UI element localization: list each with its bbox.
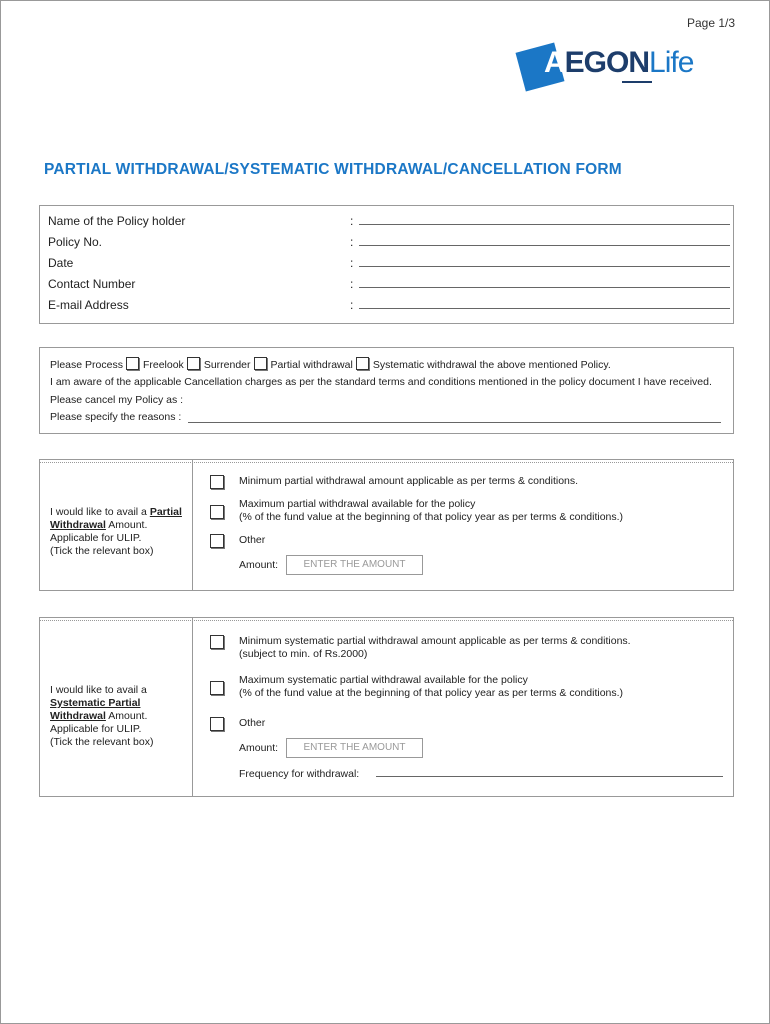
left-suffix: Amount. <box>105 519 148 531</box>
systematic-withdrawal-label: Systematic withdrawal <box>372 359 477 371</box>
min-partial-label: Minimum partial withdrawal amount applicable as per terms & conditions. <box>239 475 579 487</box>
freelook-label: Freelook <box>142 359 184 371</box>
field-policy-holder-name <box>48 210 733 231</box>
process-prefix: Please Process <box>50 359 123 371</box>
process-suffix: the above mentioned Policy. <box>479 359 611 371</box>
systematic-partial-link: Systematic Partial <box>50 697 141 709</box>
logo-underline <box>622 81 652 83</box>
freelook-checkbox[interactable] <box>126 357 139 370</box>
process-section <box>39 347 734 434</box>
max-systematic-line1: Maximum systematic partial withdrawal available for the policy <box>239 674 528 686</box>
policy-no-input[interactable] <box>359 245 730 246</box>
surrender-checkbox[interactable] <box>187 357 200 370</box>
form-title: PARTIAL WITHDRAWAL/SYSTEMATIC WITHDRAWAL/CANCELLATION FORM <box>44 161 622 178</box>
logo-egon: EGON <box>564 46 650 79</box>
frequency-label: Frequency for withdrawal: <box>239 768 360 780</box>
field-colon: : <box>350 214 354 228</box>
field-label: Contact Number <box>48 277 136 291</box>
ulip-note: Applicable for ULIP. <box>50 532 142 544</box>
dotted-divider <box>40 462 733 463</box>
field-policy-no <box>48 231 733 252</box>
max-systematic-label <box>239 674 623 700</box>
dotted-divider <box>40 620 733 621</box>
field-label: Policy No. <box>48 235 103 249</box>
systematic-withdrawal-section <box>39 617 734 797</box>
date-input[interactable] <box>359 266 730 267</box>
field-colon: : <box>350 298 354 312</box>
partial-amount-input[interactable]: ENTER THE AMOUNT <box>286 555 423 575</box>
cancel-text: Please cancel my Policy as : <box>50 394 184 406</box>
min-systematic-checkbox[interactable] <box>210 635 224 649</box>
max-partial-label <box>239 498 623 524</box>
other-partial-checkbox[interactable] <box>210 534 224 548</box>
logo-letter-a: A <box>544 46 565 79</box>
max-partial-line2: (% of the fund value at the beginning of that policy year as per terms & conditions.) <box>239 511 624 523</box>
surrender-label: Surrender <box>203 359 251 371</box>
partial-withdrawal-section <box>39 459 734 591</box>
amount-label: Amount: <box>239 559 279 571</box>
left-prefix: I would like to avail a <box>50 506 150 518</box>
field-contact-number <box>48 273 733 294</box>
other-systematic-label: Other <box>239 717 266 729</box>
field-colon: : <box>350 256 354 270</box>
min-systematic-label <box>239 635 631 661</box>
min-systematic-line1: Minimum systematic partial withdrawal amount applicable as per terms & conditions. <box>239 635 631 647</box>
field-label: Name of the Policy holder <box>48 214 186 228</box>
tick-note: (Tick the relevant box) <box>50 545 154 557</box>
amount-label: Amount: <box>239 742 279 754</box>
tick-note: (Tick the relevant box) <box>50 736 154 748</box>
process-options-row <box>50 357 611 371</box>
other-systematic-checkbox[interactable] <box>210 717 224 731</box>
partial-withdrawal-checkbox[interactable] <box>254 357 267 370</box>
field-colon: : <box>350 235 354 249</box>
systematic-amount-input[interactable]: ENTER THE AMOUNT <box>286 738 423 758</box>
reasons-label: Please specify the reasons : <box>50 411 182 423</box>
aegon-life-logo <box>516 41 736 101</box>
field-label: E-mail Address <box>48 298 129 312</box>
contact-number-input[interactable] <box>359 287 730 288</box>
logo-text <box>544 46 693 80</box>
left-suffix: Amount. <box>105 710 148 722</box>
field-label: Date <box>48 256 74 270</box>
systematic-withdrawal-description <box>50 684 190 749</box>
field-colon: : <box>350 277 354 291</box>
min-systematic-line2: (subject to min. of Rs.2000) <box>239 648 368 660</box>
field-email <box>48 294 733 315</box>
policy-details-section <box>39 205 734 324</box>
partial-link: Partial <box>149 506 182 518</box>
other-partial-label: Other <box>239 534 266 546</box>
reasons-input[interactable] <box>188 422 721 423</box>
min-partial-checkbox[interactable] <box>210 475 224 489</box>
frequency-input[interactable] <box>376 776 723 777</box>
aware-text: I am aware of the applicable Cancellation charges as per the standard terms and conditions mentioned in the policy document I have received. <box>50 376 712 388</box>
ulip-note: Applicable for ULIP. <box>50 723 142 735</box>
partial-withdrawal-description <box>50 506 190 558</box>
field-date <box>48 252 733 273</box>
left-line1: I would like to avail a <box>50 684 147 696</box>
systematic-withdrawal-checkbox[interactable] <box>356 357 369 370</box>
column-divider <box>192 618 193 796</box>
policy-holder-name-input[interactable] <box>359 224 730 225</box>
email-input[interactable] <box>359 308 730 309</box>
max-partial-line1: Maximum partial withdrawal available for the policy <box>239 498 476 510</box>
page-number: Page 1/3 <box>687 16 736 30</box>
max-partial-checkbox[interactable] <box>210 505 224 519</box>
withdrawal-link: Withdrawal <box>50 519 106 531</box>
column-divider <box>192 460 193 590</box>
max-systematic-checkbox[interactable] <box>210 681 224 695</box>
max-systematic-line2: (% of the fund value at the beginning of that policy year as per terms & conditions.) <box>239 687 624 699</box>
logo-life: Life <box>649 46 694 79</box>
withdrawal-link: Withdrawal <box>50 710 106 722</box>
partial-withdrawal-label: Partial withdrawal <box>270 359 353 371</box>
